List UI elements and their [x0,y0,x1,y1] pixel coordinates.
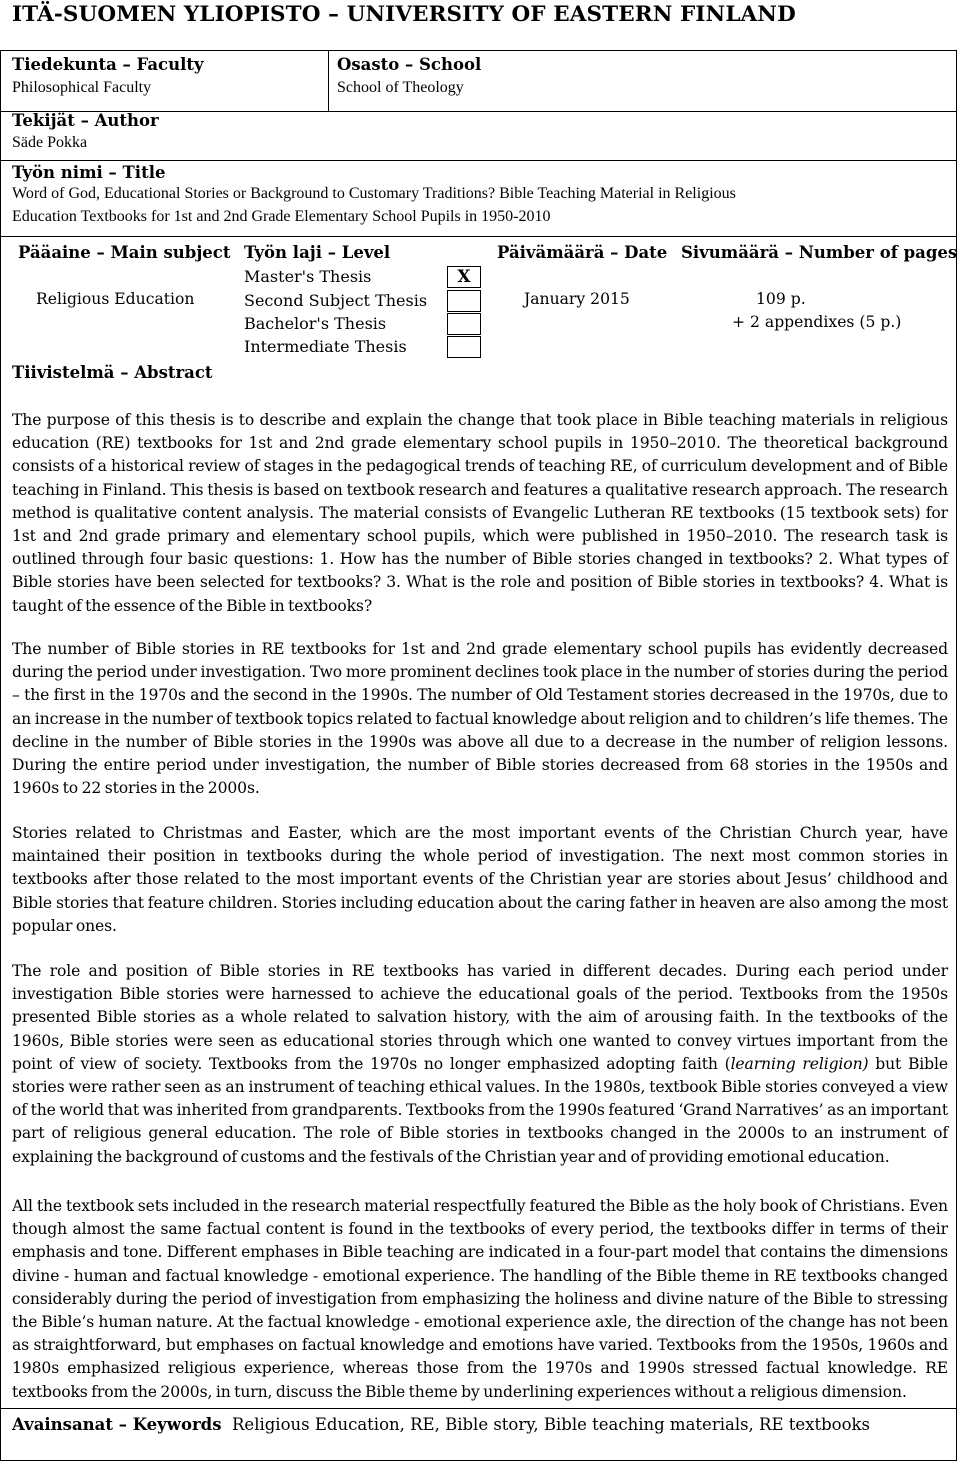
author-label: Tekijät – Author [12,111,159,130]
main-subject-value: Religious Education [36,290,195,308]
italic-text: learning religion) [730,1054,869,1073]
abstract-label: Tiivistelmä – Abstract [12,363,213,382]
abstract-paragraph: The number of Bible stories in RE textbooks for 1st and 2nd grade elementary school pupils has evidently decreased during the period under investigation. Two more prominent declines took place in the number of stories during the period – the first in the 1970s and the second in the 1990s. The number of Old Testament stories decreased in the 1970s, due to an increase in the number of textbook topics related to factual knowledge about religion and to children’s life themes. The decline in the number of Bible stories in the 1990s was above all due to a decrease in the number of religion lessons. During the entire period under investigation, the number of Bible stories decreased from 68 stories in the 1950s and 1960s to 22 stories in the 2000s. [12,640,948,798]
pages-label: Sivumäärä – Number of pages [681,243,958,262]
level-checkbox [447,313,481,335]
faculty-label: Tiedekunta – Faculty [12,55,204,74]
work-title-label: Työn nimi – Title [12,163,166,182]
school-value: School of Theology [337,79,464,96]
date-value: January 2015 [524,290,630,308]
divider [0,1408,957,1409]
pages-extra: + 2 appendixes (5 p.) [732,313,902,331]
level-checkbox: X [447,266,481,288]
keywords-value: Religious Education, RE, Bible story, Bible teaching materials, RE textbooks [232,1415,870,1434]
abstract-paragraph: Stories related to Christmas and Easter, which are the most important events of the Christian Church year, have maintained their position in textbooks during the whole period of investigation. The next most common stories in textbooks after those related to the most important events of the Christian year are stories about Jesus’ childhood and Bible stories that feature children. Stories including education about the caring father in heaven are also among the most popular ones. [12,824,948,935]
faculty-value: Philosophical Faculty [12,79,152,96]
school-label: Osasto – School [337,55,482,74]
level-checkbox [447,336,481,358]
paragraph-text: The role and position of Bible stories in RE textbooks has varied in different decades. During each period under investigation Bible stories were harnessed to achieve the educational goals of the period. Textbooks from the 1950s presented Bible stories as a whole related to salvation history, with the aim of arousing faith. In the textbooks of the 1960s, Bible stories were seen as educational stories through which one wanted to convey virtues important from the point of view of society. Textbooks from the 1970s no longer emphasized adopting faith ( [12,962,948,1073]
university-title: ITÄ-SUOMEN YLIOPISTO – UNIVERSITY OF EASTERN FINLAND [12,2,796,27]
divider [0,160,957,161]
work-title-line: Education Textbooks for 1st and 2nd Grade Elementary School Pupils in 1950-2010 [12,208,551,225]
level-checkbox [447,290,481,312]
divider [0,236,957,237]
level-option: Bachelor's Thesis [244,314,387,333]
abstract-paragraph: The purpose of this thesis is to describe and explain the change that took place in Bible teaching materials in religious education (RE) textbooks for 1st and 2nd grade elementary school pupils in 1950–2010. The theoretical background consists of a historical review of stages in the pedagogical trends of teaching RE, of curriculum development and of Bible teaching in Finland. This thesis is based on textbook research and features a qualitative research approach. The research method is qualitative content analysis. The material consists of Evangelic Lutheran RE textbooks (15 textbook sets) for 1st and 2nd grade primary and elementary school pupils, which were published in 1950–2010. The research task is outlined through four basic questions: 1. How has the number of Bible stories changed in textbooks? 2. What types of Bible stories have been selected for textbooks? 3. What is the role and position of Bible stories in textbooks? 4. What is taught of the essence of the Bible in textbooks? [12,411,948,615]
keywords-row [12,1415,870,1434]
abstract-paragraph: All the textbook sets included in the research material respectfully featured the Bible as the holy book of Christians. Even though almost the same factual content is found in the textbooks of every period, the textbooks differ in terms of their emphasis and tone. Different emphases in Bible teaching are indicated in a four-part model that contains the dimensions divine - human and factual knowledge - emotional experience. The handling of the Bible theme in RE textbooks changed considerably during the period of investigation from emphasizing the holiness and divine nature of the Bible to stressing the Bible’s human nature. At the factual knowledge - emotional experience axle, the direction of the change has not been as straightforward, but emphases on factual knowledge and emotions have varied. Textbooks from the 1950s, 1960s and 1980s emphasized religious experience, whereas those from the 1970s and 1990s stressed factual knowledge. RE textbooks from the 2000s, in turn, discuss the Bible theme by underlining experiences without a religious dimension. [12,1197,948,1401]
level-option: Master's Thesis [244,267,372,286]
keywords-label: Avainsanat – Keywords [12,1415,222,1434]
main-subject-label: Pääaine – Main subject [18,243,231,262]
date-label: Päivämäärä – Date [497,243,668,262]
level-option: Second Subject Thesis [244,291,428,310]
faculty-school-divider [328,50,329,112]
work-title-line: Word of God, Educational Stories or Background to Customary Traditions? Bible Teaching Material in Religious [12,185,736,202]
pages-value: 109 p. [756,290,806,308]
abstract-paragraph [12,960,948,1169]
paragraph-text: but Bible stories were rather seen as an instrument of teaching ethical values. In the 1980s, textbook Bible stories conveyed a view of the world that was inherited from grandparents. Textbooks from the 1990s featured ‘Grand Narratives’ as an important part of religious general education. The role of Bible stories in textbooks changed in the 2000s to an instrument of explaining the background of customs and the festivals of the Christian year and of providing emotional education. [12,1054,948,1166]
level-label: Työn laji – Level [244,243,391,262]
author-value: Säde Pokka [12,134,88,151]
level-option: Intermediate Thesis [244,337,407,356]
